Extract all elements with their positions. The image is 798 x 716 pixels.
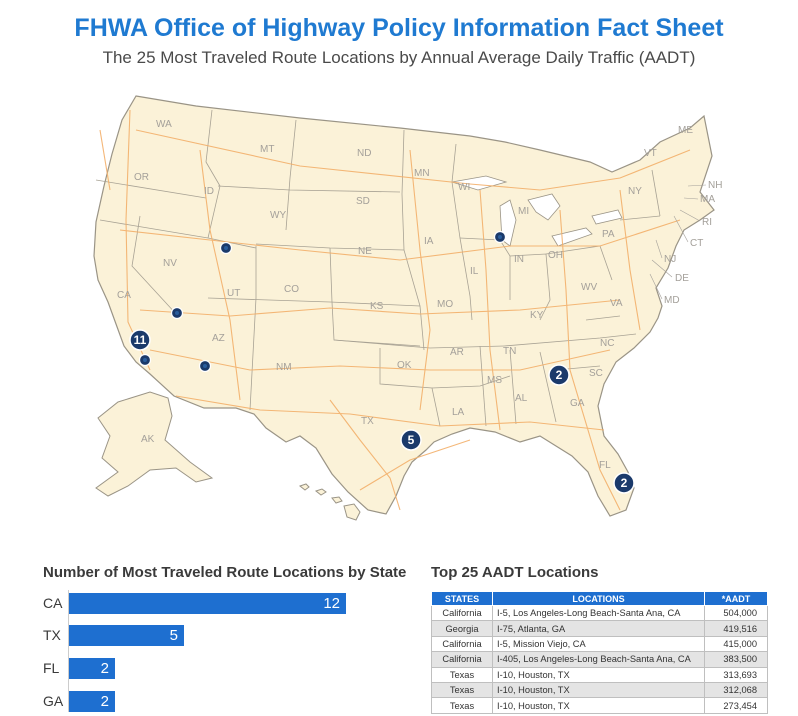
cell-state: California — [432, 652, 493, 667]
state-label: MT — [260, 144, 275, 155]
state-label: WA — [156, 119, 172, 130]
cell-state: Texas — [432, 682, 493, 697]
cell-aadt: 313,693 — [705, 667, 768, 682]
marker-southern-california[interactable] — [130, 330, 150, 350]
cell-location: I-5, Mission Viejo, CA — [493, 636, 705, 651]
state-label: WI — [458, 182, 471, 193]
bar-value: 5 — [169, 627, 178, 644]
cell-location: I-5, Los Angeles-Long Beach-Santa Ana, CA — [493, 606, 705, 621]
table-row — [432, 667, 768, 682]
bar-ga — [69, 691, 115, 712]
bar-state-label: GA — [43, 693, 64, 709]
marker-miami[interactable] — [614, 473, 634, 493]
state-label: IA — [424, 236, 434, 247]
state-label: AL — [515, 393, 528, 404]
cell-location: I-405, Los Angeles-Long Beach-Santa Ana, CA — [493, 652, 705, 667]
bar-ca — [69, 593, 346, 614]
cell-aadt: 419,516 — [705, 621, 768, 636]
state-label: FL — [599, 460, 611, 471]
state-label: NE — [358, 246, 372, 257]
marker-houston[interactable] — [401, 430, 421, 450]
us-map — [0, 70, 798, 540]
bar-state-label: TX — [43, 627, 61, 643]
state-label: MO — [437, 299, 454, 310]
bar-state-label: CA — [43, 595, 63, 611]
marker-count: 11 — [133, 333, 147, 347]
marker-count: 2 — [555, 368, 563, 382]
state-label: KY — [530, 310, 544, 321]
col-header-aadt: *AADT — [705, 592, 768, 606]
marker-count: 2 — [620, 476, 628, 490]
state-label: AK — [141, 434, 155, 445]
cell-state: California — [432, 606, 493, 621]
table-header-row — [432, 592, 768, 606]
state-label: TN — [503, 346, 517, 357]
marker-atlanta[interactable] — [549, 365, 569, 385]
state-label: MA — [700, 194, 715, 205]
state-label: CA — [117, 290, 131, 301]
state-label: OK — [397, 360, 412, 371]
cell-location: I-10, Houston, TX — [493, 698, 705, 713]
state-label: GA — [570, 398, 585, 409]
cell-state: Texas — [432, 698, 493, 713]
state-label: SC — [589, 368, 603, 379]
state-label: MI — [518, 206, 530, 217]
bar-chart-title: Number of Most Traveled Route Locations by State — [43, 564, 407, 581]
table-row — [432, 606, 768, 621]
state-label: PA — [602, 229, 615, 240]
state-label: OR — [134, 172, 149, 183]
table-row — [432, 698, 768, 713]
state-label: DE — [675, 273, 689, 284]
table-row — [432, 682, 768, 697]
cell-state: Georgia — [432, 621, 493, 636]
state-label: NV — [163, 258, 177, 269]
cell-aadt: 415,000 — [705, 636, 768, 651]
state-label: RI — [702, 217, 712, 228]
bar-row — [43, 625, 403, 647]
state-label: MN — [414, 168, 430, 179]
state-label: AR — [450, 347, 464, 358]
table-row — [432, 621, 768, 636]
bar-fl — [69, 658, 115, 679]
cell-aadt: 273,454 — [705, 698, 768, 713]
cell-aadt: 312,068 — [705, 682, 768, 697]
state-label: ND — [357, 148, 372, 159]
state-label: NC — [600, 338, 615, 349]
aadt-table — [431, 591, 768, 714]
cell-aadt: 504,000 — [705, 606, 768, 621]
state-label: NJ — [664, 254, 677, 265]
page-subtitle: The 25 Most Traveled Route Locations by Annual Average Daily Traffic (AADT) — [102, 48, 696, 67]
table-row — [432, 636, 768, 651]
marker-la-dot[interactable] — [140, 355, 151, 366]
bar-row — [43, 593, 403, 615]
state-label: ID — [204, 186, 214, 197]
state-label: MD — [664, 295, 680, 306]
cell-location: I-10, Houston, TX — [493, 667, 705, 682]
us-map-svg — [0, 70, 798, 540]
state-label: CO — [284, 284, 299, 295]
state-label: ME — [678, 125, 693, 136]
state-label: VT — [644, 148, 657, 159]
state-label: NH — [708, 180, 723, 191]
bar-value: 2 — [100, 660, 109, 677]
cell-state: Texas — [432, 667, 493, 682]
bar-row — [43, 658, 403, 680]
marker-count: 5 — [407, 433, 415, 447]
col-header-states: STATES — [432, 592, 493, 606]
cell-location: I-10, Houston, TX — [493, 682, 705, 697]
state-label: UT — [227, 288, 241, 299]
cell-location: I-75, Atlanta, GA — [493, 621, 705, 636]
state-label: KS — [370, 301, 384, 312]
cell-state: California — [432, 636, 493, 651]
bar-value: 12 — [323, 595, 340, 612]
state-label: WV — [581, 282, 598, 293]
state-label: LA — [452, 407, 465, 418]
bar-row — [43, 691, 403, 713]
state-label: IN — [514, 254, 524, 265]
bar-value: 2 — [100, 693, 109, 710]
bar-tx — [69, 625, 184, 646]
state-label: NY — [628, 186, 642, 197]
state-label: AZ — [212, 333, 225, 344]
marker-phoenix[interactable] — [200, 361, 211, 372]
state-label: SD — [356, 196, 370, 207]
state-label: WY — [270, 210, 287, 221]
table-title: Top 25 AADT Locations — [431, 564, 599, 581]
marker-las-vegas[interactable] — [172, 308, 183, 319]
state-label: TX — [361, 416, 374, 427]
page-title: FHWA Office of Highway Policy Information Fact Sheet — [74, 14, 724, 42]
marker-chicago[interactable] — [495, 232, 506, 243]
state-label: NM — [276, 362, 292, 373]
marker-salt-lake-city[interactable] — [221, 243, 232, 254]
bar-state-label: FL — [43, 660, 60, 676]
state-label: VA — [610, 298, 623, 309]
state-label: MS — [487, 375, 502, 386]
state-label: CT — [690, 238, 704, 249]
cell-aadt: 383,500 — [705, 652, 768, 667]
state-label: IL — [470, 266, 479, 277]
state-label: OH — [548, 250, 563, 261]
table-row — [432, 652, 768, 667]
col-header-locations: LOCATIONS — [493, 592, 705, 606]
